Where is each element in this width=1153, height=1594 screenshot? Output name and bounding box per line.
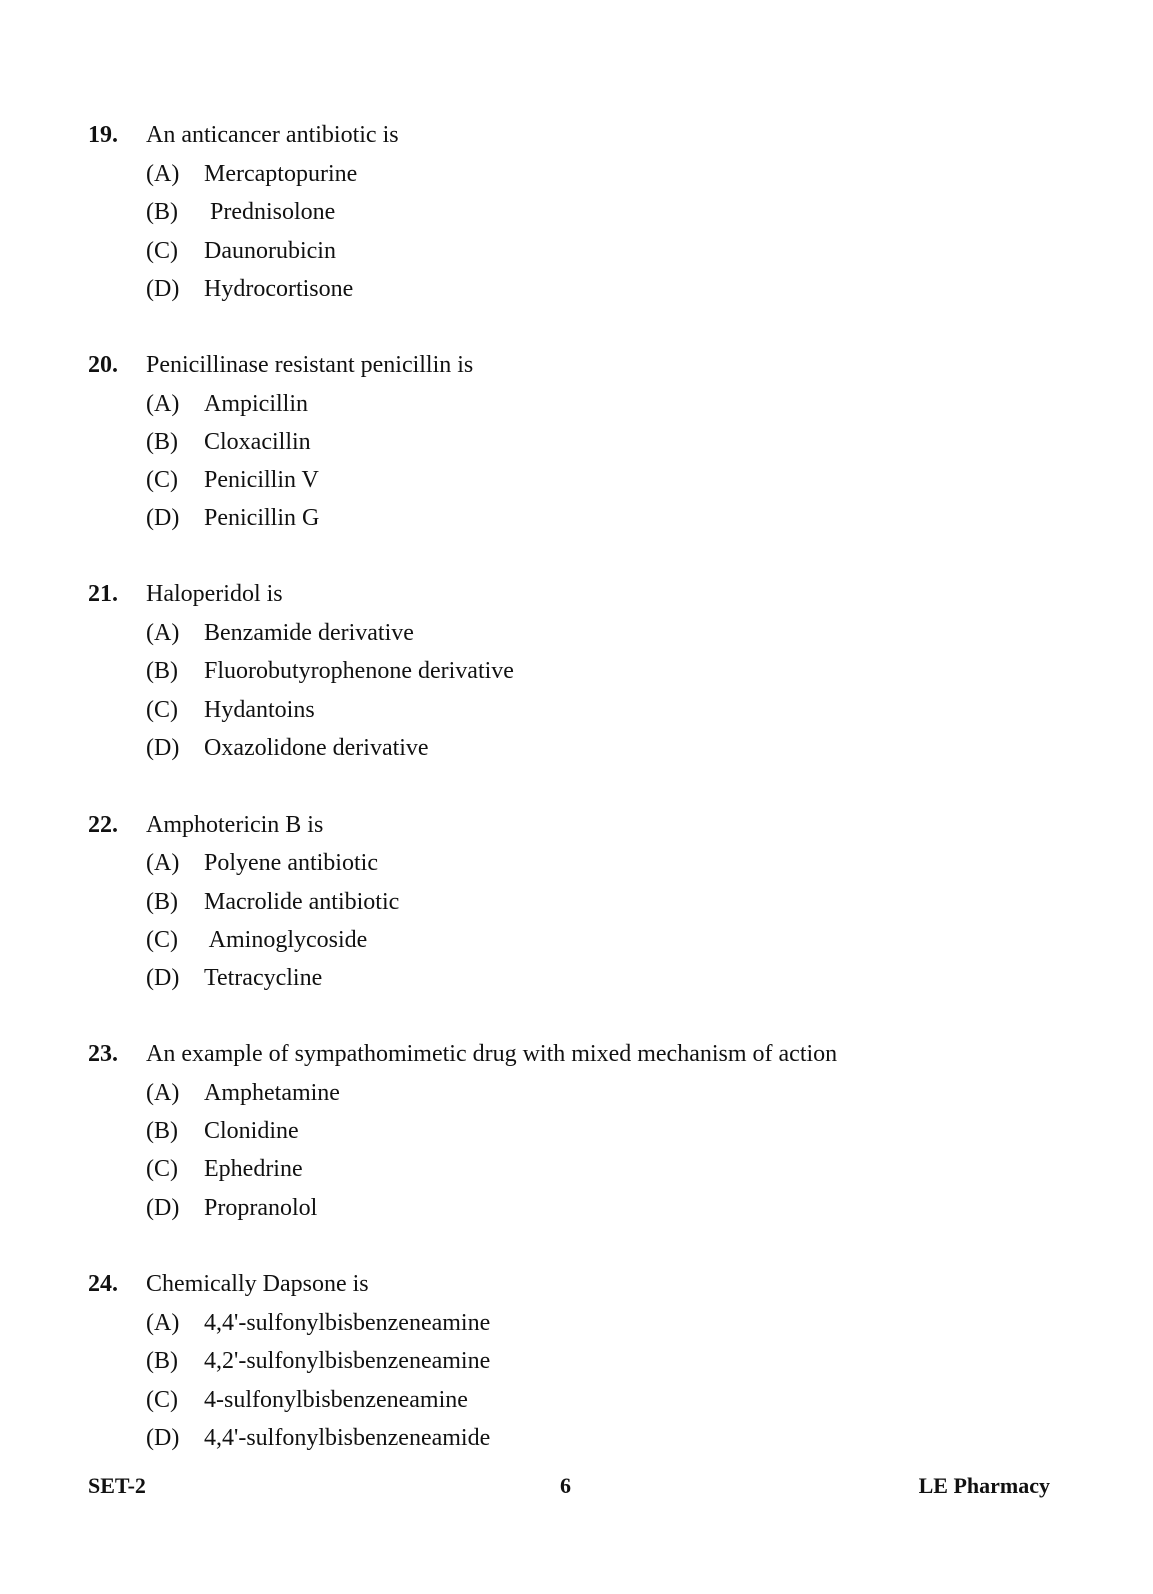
question-number: 20. (88, 352, 118, 378)
option-text: Tetracycline (204, 965, 323, 991)
option-letter: (D) (146, 505, 180, 531)
question-text: Chemically Dapsone is (146, 1271, 369, 1297)
option-letter: (A) (146, 1080, 180, 1106)
option-letter: (C) (146, 697, 178, 723)
option-letter: (D) (146, 276, 180, 302)
option-letter: (B) (146, 889, 178, 915)
option-letter: (D) (146, 1195, 180, 1221)
option-c (146, 695, 315, 725)
option-text: Aminoglycoside (204, 927, 368, 953)
option-a (146, 1308, 490, 1338)
option-d (146, 1193, 317, 1223)
option-d (146, 963, 322, 993)
option-letter: (A) (146, 1310, 180, 1336)
footer-subject: LE Pharmacy (918, 1473, 1050, 1498)
option-letter: (C) (146, 927, 178, 953)
option-text: 4,4'-sulfonylbisbenzeneamide (204, 1425, 491, 1451)
option-letter: (C) (146, 1156, 178, 1182)
option-d (146, 733, 429, 763)
option-text: 4,2'-sulfonylbisbenzeneamine (204, 1348, 491, 1374)
option-c (146, 925, 367, 955)
option-letter: (B) (146, 1118, 178, 1144)
option-text: 4,4'-sulfonylbisbenzeneamine (204, 1310, 491, 1336)
footer-page-number: 6 (560, 1473, 571, 1498)
question-number: 21. (88, 581, 118, 607)
question-text: An example of sympathomimetic drug with mixed mechanism of action (146, 1041, 838, 1067)
option-b (146, 1346, 490, 1376)
question-text: Penicillinase resistant penicillin is (146, 352, 474, 378)
option-text: Oxazolidone derivative (204, 735, 429, 761)
option-c (146, 236, 336, 266)
option-a (146, 618, 414, 648)
option-b (146, 197, 335, 227)
option-b (146, 427, 311, 457)
option-text: Macrolide antibiotic (204, 889, 400, 915)
option-text: Propranolol (204, 1195, 318, 1221)
option-c (146, 1385, 468, 1415)
question-number: 23. (88, 1041, 118, 1067)
option-letter: (C) (146, 238, 178, 264)
option-b (146, 1116, 299, 1146)
option-c (146, 465, 319, 495)
option-letter: (A) (146, 391, 180, 417)
question-number: 24. (88, 1271, 118, 1297)
option-text: Penicillin V (204, 467, 319, 493)
option-text: Hydrocortisone (204, 276, 354, 302)
option-c (146, 1154, 303, 1184)
question-text: An anticancer antibiotic is (146, 122, 399, 148)
option-text: Mercaptopurine (204, 161, 358, 187)
option-letter: (B) (146, 429, 178, 455)
option-text: Clonidine (204, 1118, 299, 1144)
option-b (146, 887, 399, 917)
option-text: 4-sulfonylbisbenzeneamine (204, 1387, 468, 1413)
option-text: Penicillin G (204, 505, 320, 531)
option-text: Daunorubicin (204, 238, 336, 264)
option-text: Amphetamine (204, 1080, 340, 1106)
option-letter: (D) (146, 735, 180, 761)
option-letter: (A) (146, 161, 180, 187)
question-number: 22. (88, 812, 118, 838)
option-d (146, 503, 319, 533)
option-letter: (D) (146, 965, 180, 991)
option-text: Ephedrine (204, 1156, 303, 1182)
option-a (146, 159, 357, 189)
option-letter: (A) (146, 850, 180, 876)
option-a (146, 389, 308, 419)
option-letter: (A) (146, 620, 180, 646)
option-letter: (C) (146, 467, 178, 493)
option-text: Prednisolone (204, 199, 336, 225)
option-text: Hydantoins (204, 697, 315, 723)
footer-set-label: SET-2 (88, 1473, 146, 1498)
option-letter: (D) (146, 1425, 180, 1451)
option-letter: (B) (146, 1348, 178, 1374)
option-text: Ampicillin (204, 391, 308, 417)
option-d (146, 1423, 490, 1453)
option-letter: (C) (146, 1387, 178, 1413)
option-text: Benzamide derivative (204, 620, 414, 646)
question-number: 19. (88, 122, 118, 148)
option-text: Polyene antibiotic (204, 850, 378, 876)
option-letter: (B) (146, 199, 178, 225)
question-text: Amphotericin B is (146, 812, 324, 838)
option-text: Cloxacillin (204, 429, 311, 455)
option-a (146, 848, 378, 878)
option-letter: (B) (146, 658, 178, 684)
question-text: Haloperidol is (146, 581, 283, 607)
option-b (146, 656, 514, 686)
option-d (146, 274, 353, 304)
option-text: Fluorobutyrophenone derivative (204, 658, 514, 684)
option-a (146, 1078, 340, 1108)
